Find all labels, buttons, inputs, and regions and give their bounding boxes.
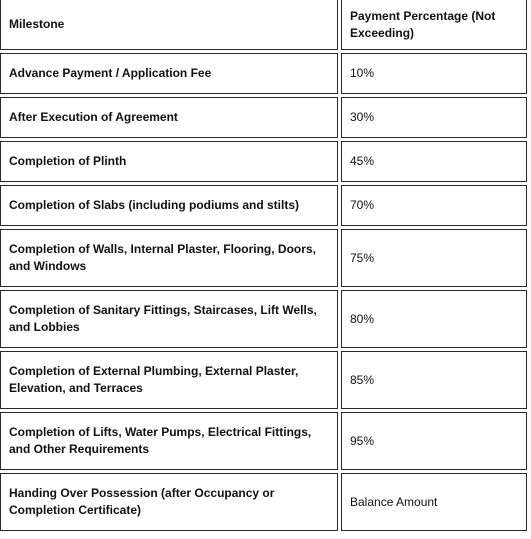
- milestone-column-header: Milestone: [0, 0, 338, 50]
- payment-cell: 70%: [341, 185, 527, 226]
- milestone-cell: Completion of Slabs (including podiums and stilts): [0, 185, 338, 226]
- table-header-row: [0, 0, 527, 50]
- table-row: [0, 97, 527, 138]
- milestone-cell: After Execution of Agreement: [0, 97, 338, 138]
- payment-cell: 75%: [341, 229, 527, 287]
- milestone-cell: Handing Over Possession (after Occupancy or Completion Certificate): [0, 473, 338, 531]
- table-row: [0, 185, 527, 226]
- milestone-cell: Completion of Sanitary Fittings, Staircases, Lift Wells, and Lobbies: [0, 290, 338, 348]
- table-row: [0, 290, 527, 348]
- table-row: [0, 351, 527, 409]
- payment-cell: 30%: [341, 97, 527, 138]
- milestone-cell: Completion of Lifts, Water Pumps, Electrical Fittings, and Other Requirements: [0, 412, 338, 470]
- table-row: [0, 473, 527, 531]
- payment-cell: 10%: [341, 53, 527, 94]
- milestone-cell: Completion of Plinth: [0, 141, 338, 182]
- milestone-cell: Advance Payment / Application Fee: [0, 53, 338, 94]
- table-row: [0, 53, 527, 94]
- payment-column-header: Payment Percentage (Not Exceeding): [341, 0, 527, 50]
- table-row: [0, 229, 527, 287]
- table-row: [0, 412, 527, 470]
- payment-cell: 80%: [341, 290, 527, 348]
- milestone-cell: Completion of Walls, Internal Plaster, Flooring, Doors, and Windows: [0, 229, 338, 287]
- table-row: [0, 141, 527, 182]
- payment-cell: 45%: [341, 141, 527, 182]
- payment-cell: Balance Amount: [341, 473, 527, 531]
- payment-cell: 95%: [341, 412, 527, 470]
- milestone-cell: Completion of External Plumbing, External Plaster, Elevation, and Terraces: [0, 351, 338, 409]
- payment-cell: 85%: [341, 351, 527, 409]
